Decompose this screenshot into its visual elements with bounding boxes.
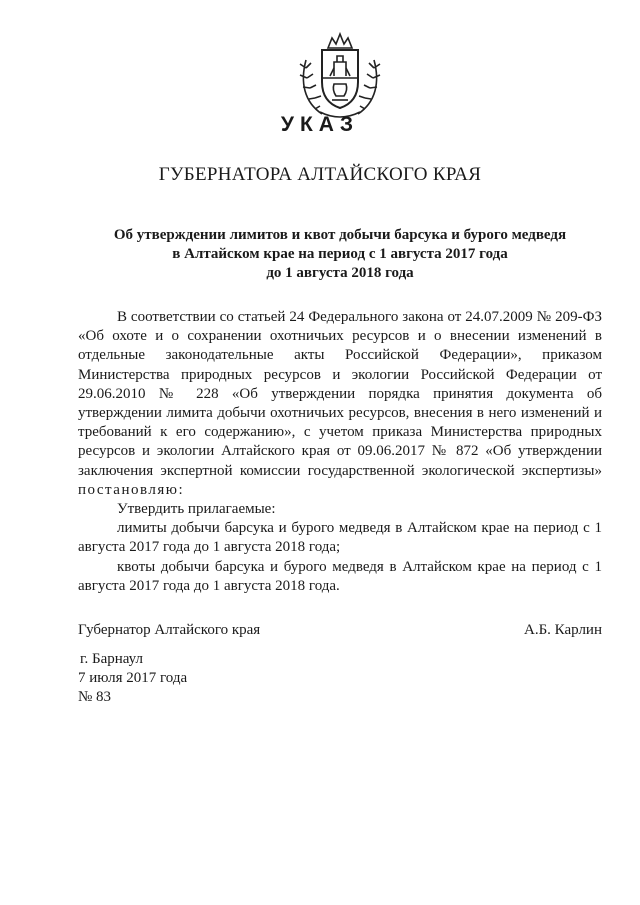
signatory-position: Губернатор Алтайского края [78, 622, 261, 638]
decree-keyword: постановляю: [78, 481, 185, 498]
document-heading [60, 226, 620, 283]
document-title: УКАЗ [280, 113, 360, 136]
body-paragraph: квоты добычи барсука и бурого медведя в Алтайском крае на период с 1 августа 2017 года до 1 августа 2018 года. [78, 558, 602, 594]
body-paragraph [78, 308, 602, 500]
date: 7 июля 2017 года [78, 670, 188, 686]
place-and-date [78, 650, 187, 707]
paragraph-text: В соответствии со статьей 24 Федерального закона от 24.07.2009 № 209-ФЗ «Об охоте и о сохранении охотничьих ресурсов и о внесении изменений в отдельные законодательные акты Российской Федерации», приказом Министерства природных ресурсов и экологии Российской Федерации от 29.06.2010 № 228 «Об утверждении порядка принятия документа об утверждении лимита добычи охотничьих ресурсов, внесения в него изменений и требований к его содержанию», с учетом приказа Министерства природных ресурсов и экологии Алтайского края от 09.06.2017 № 872 «Об утверждении заключения экспертной комиссии государственной экологической экспертизы» [78, 309, 602, 479]
document-body [78, 308, 602, 596]
heading-line: Об утверждении лимитов и квот добычи барсука и бурого медведя [113, 227, 567, 243]
city: г. Барнаул [80, 651, 143, 667]
heading-line: до 1 августа 2018 года [266, 265, 414, 281]
body-paragraph: Утвердить прилагаемые: [117, 501, 276, 518]
coat-of-arms-icon [292, 28, 388, 124]
signatory-name: А.Б. Карлин [523, 622, 602, 638]
document-subtitle: ГУБЕРНАТОРА АЛТАЙСКОГО КРАЯ [158, 164, 482, 185]
body-paragraph: лимиты добычи барсука и бурого медведя в Алтайском крае на период с 1 августа 2017 года до 1 августа 2018 года; [78, 520, 602, 556]
heading-line: в Алтайском крае на период с 1 августа 2017 года [172, 246, 508, 262]
document-number: № 83 [78, 689, 112, 705]
